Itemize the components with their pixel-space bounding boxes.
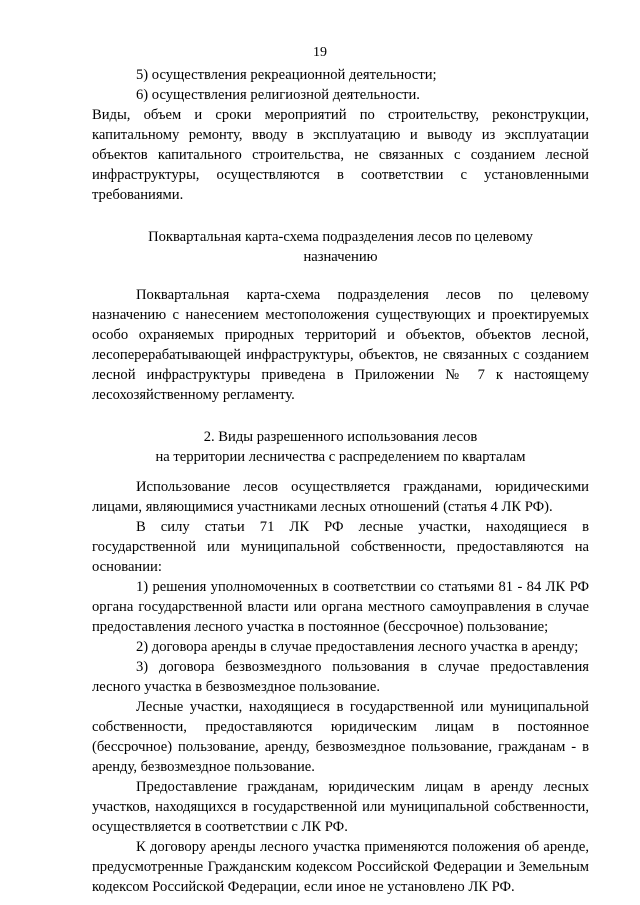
heading-map-line2: назначению: [303, 249, 378, 265]
list-item-lease: 2) договора аренды в случае предоставления лесного участка в аренду;: [136, 639, 579, 655]
list-item-recreational: 5) осуществления рекреационной деятельности;: [136, 67, 437, 83]
paragraph-construction: Виды, объем и сроки мероприятий по строительству, реконструкции, капитальному ремонту, вводу в эксплуатацию и выводу из эксплуатации объектов капитального строительства, не связанных с созданием лесной инфраструктуры, осуществляются в соответствии с установленными требованиями.: [92, 107, 589, 203]
paragraph-provision: Предоставление гражданам, юридическим лицам в аренду лесных участков, находящихся в государственной или муниципальной собственности, осуществляется в соответствии с ЛК РФ.: [92, 779, 589, 835]
list-item-free-use: 3) договора безвозмездного пользования в случае предоставления лесного участка в безвозмездное пользование.: [92, 659, 589, 695]
paragraph-article-71: В силу статьи 71 ЛК РФ лесные участки, находящиеся в государственной или муниципальной собственности, предоставляются на основании:: [92, 519, 589, 575]
paragraph-land-plots: Лесные участки, находящиеся в государственной или муниципальной собственности, предоставляются юридическим лицам в постоянное (бессрочное) пользование, аренду, безвозмездное пользование, гражданам - в аренду, безвозмездное пользование.: [92, 699, 589, 775]
page-content: [92, 65, 589, 897]
list-item-religious: 6) осуществления религиозной деятельности.: [136, 87, 420, 103]
page-number: 19: [313, 45, 327, 60]
heading-map-line1: Поквартальная карта-схема подразделения лесов по целевому: [148, 229, 533, 245]
list-item-decision: 1) решения уполномоченных в соответствии со статьями 81 - 84 ЛК РФ органа государственной власти или органа местного самоуправления в случае предоставления лесного участка в постоянное (бессрочное) пользование;: [92, 579, 589, 635]
heading-section2-line1: 2. Виды разрешенного использования лесов: [203, 429, 478, 445]
paragraph-forest-use: Использование лесов осуществляется гражданами, юридическими лицами, являющимися участниками лесных отношений (статья 4 ЛК РФ).: [92, 479, 589, 515]
spacer: [92, 205, 589, 227]
spacer: [92, 267, 589, 285]
spacer: [92, 467, 589, 477]
paragraph-lease-agreement: К договору аренды лесного участка применяются положения об аренде, предусмотренные Гражданским кодексом Российской Федерации и Земельным кодексом Российской Федерации, если иное не установлено ЛК РФ.: [92, 839, 589, 895]
heading-section2-line2: на территории лесничества с распределением по кварталам: [155, 449, 526, 465]
paragraph-map: Поквартальная карта-схема подразделения лесов по целевому назначению с нанесением местоположения существующих и проектируемых особо охраняемых природных территорий и объектов, объектов лесной, лесоперерабатывающей инфраструктуры, объектов, не связанных с созданием лесной инфраструктуры приведена в Приложении № 7 к настоящему лесохозяйственному регламенту.: [92, 287, 589, 403]
spacer: [92, 405, 589, 427]
